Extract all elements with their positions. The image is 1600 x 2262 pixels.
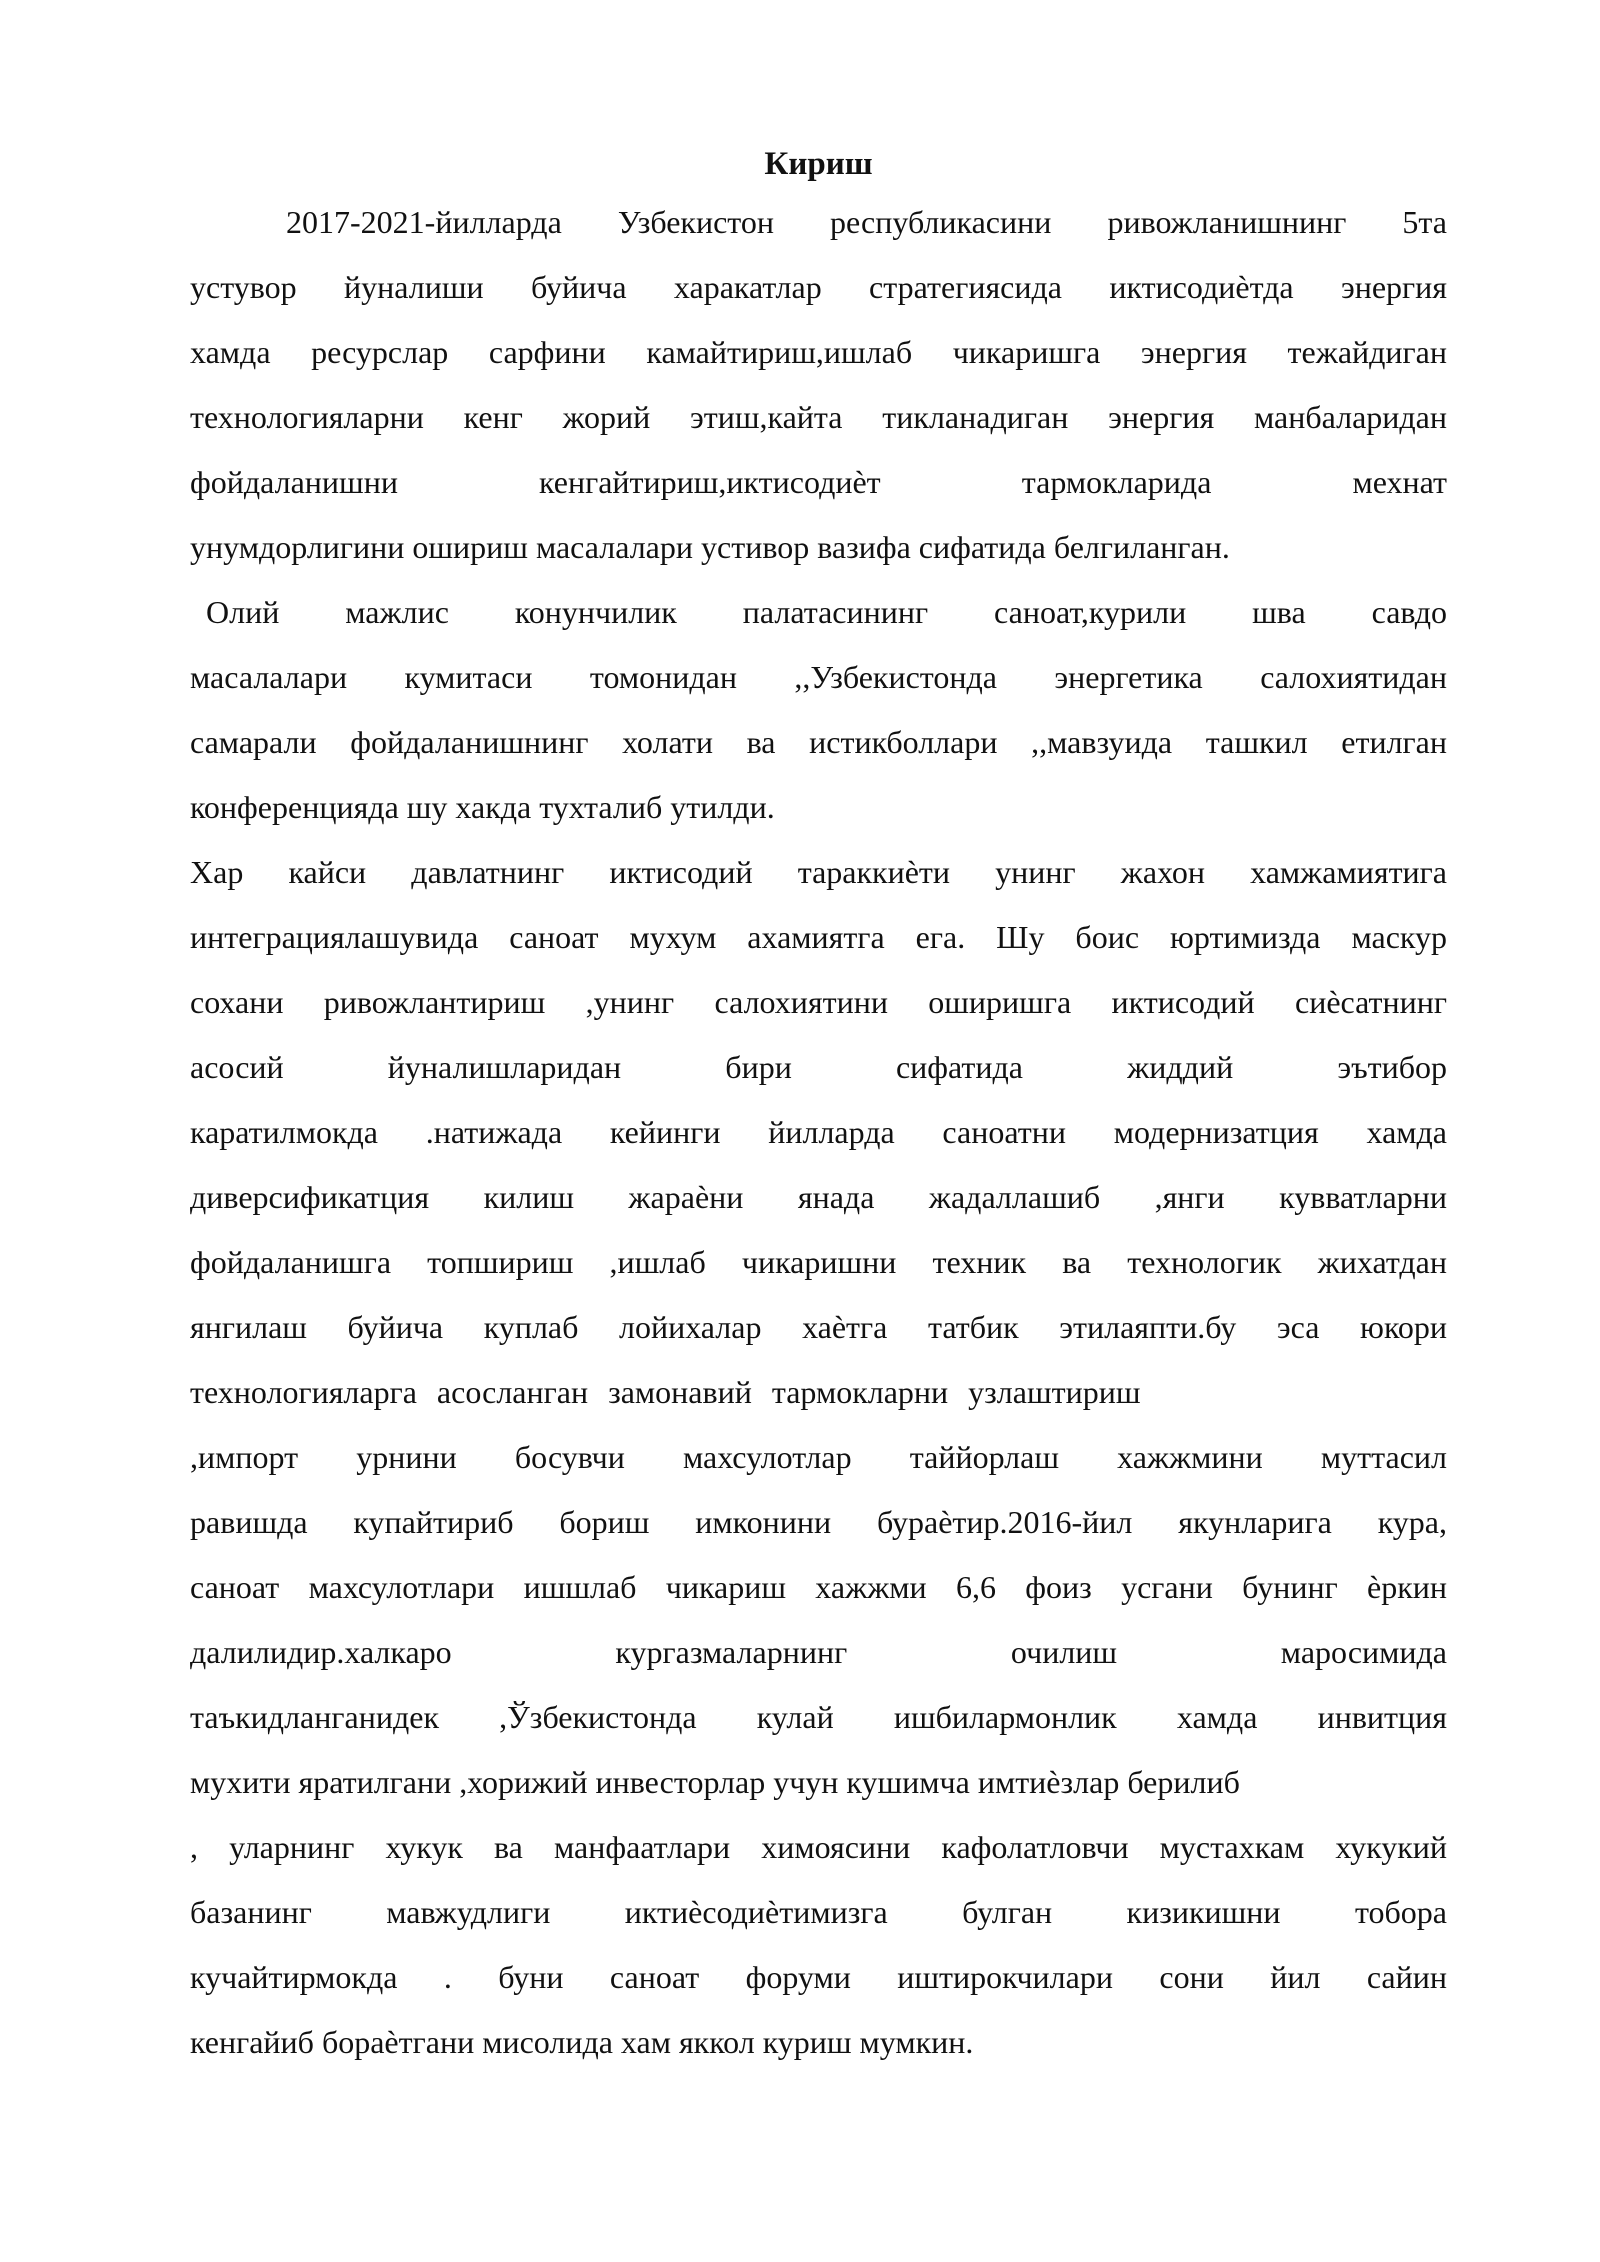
text-line: устувор йуналиши буйича харакатлар стратегиясида иктисодиѐтда энергия — [190, 269, 1447, 305]
text-line: асосий йуналишларидан бири сифатида жиддий эътибор — [190, 1049, 1447, 1085]
text-line: , уларнинг хукук ва манфаатлари химоясини кафолатловчи мустахкам хукукий — [190, 1829, 1447, 1865]
text-line: Олий мажлис конунчилик палатасининг саноат,курили шва савдо — [206, 594, 1447, 630]
text-line: масалалари кумитаси томонидан ,,Узбекистонда энергетика салохиятидан — [190, 659, 1447, 695]
text-line: 2017-2021-йилларда Узбекистон республикасини ривожланишнинг 5та — [286, 204, 1447, 240]
text-line: таъкидланганидек ,Ўзбекистонда кулай ишбилармонлик хамда инвитция — [190, 1699, 1447, 1735]
text-line: далилидир.халкаро кургазмаларнинг очилиш маросимида — [190, 1634, 1447, 1670]
text-line: конференцияда шу хакда тухталиб утилди. — [190, 789, 775, 825]
text-line: базанинг мавжудлиги иктиѐсодиѐтимизга булган кизикишни тобора — [190, 1894, 1447, 1930]
text-line: янгилаш буйича куплаб лойихалар хаѐтга татбик этилаяпти.бу эса юкори — [190, 1309, 1447, 1345]
text-line: кучайтирмокда . буни саноат форуми иштирокчилари сони йил сайин — [190, 1959, 1447, 1995]
paragraph-lines — [190, 190, 1447, 2075]
text-line: ,импорт урнини босувчи махсулотлар таййорлаш хажжмини муттасил — [190, 1439, 1447, 1475]
text-line: Хар кайси давлатнинг иктисодий тараккиѐти унинг жахон хамжамиятига — [190, 854, 1447, 890]
text-line: технологияларга асосланган замонавий тармокларни узлаштириш — [190, 1374, 1141, 1410]
text-line: саноат махсулотлари ишшлаб чикариш хажжми 6,6 фоиз усгани бунинг ѐркин — [190, 1569, 1447, 1605]
text-line: технологияларни кенг жорий этиш,кайта тикланадиган энергия манбаларидан — [190, 399, 1447, 435]
text-line: мухити яратилгани ,хорижий инвесторлар учун кушимча имтиѐзлар берилиб — [190, 1764, 1240, 1800]
text-line: диверсификатция килиш жараѐни янада жадаллашиб ,янги кувватларни — [190, 1179, 1447, 1215]
text-line: каратилмокда .натижада кейинги йилларда саноатни модернизатция хамда — [190, 1114, 1447, 1150]
document-title: Кириш — [764, 146, 873, 182]
text-line: кенгайиб бораѐтгани мисолида хам яккол куриш мумкин. — [190, 2024, 974, 2060]
text-line: фойдаланишга топшириш ,ишлаб чикаришни техник ва технологик жихатдан — [190, 1244, 1447, 1280]
text-line: фойдаланишни кенгайтириш,иктисодиѐт тармокларида мехнат — [190, 464, 1447, 500]
text-line: интеграциялашувида саноат мухум ахамиятга ега. Шу боис юртимизда маскур — [190, 919, 1447, 955]
text-line: сохани ривожлантириш ,унинг салохиятини оширишга иктисодий сиѐсатнинг — [190, 984, 1447, 1020]
document-body — [190, 138, 1447, 2075]
text-line: унумдорлигини ошириш масалалари устивор вазифа сифатида белгиланган. — [190, 529, 1230, 565]
text-line: самарали фойдаланишнинг холати ва истикболлари ,,мавзуида ташкил етилган — [190, 724, 1447, 760]
text-line: равишда купайтириб бориш имконини бураѐтир.2016-йил якунларига кура, — [190, 1504, 1447, 1540]
text-line: хамда ресурслар сарфини камайтириш,ишлаб чикаришга энергия тежайдиган — [190, 334, 1447, 370]
